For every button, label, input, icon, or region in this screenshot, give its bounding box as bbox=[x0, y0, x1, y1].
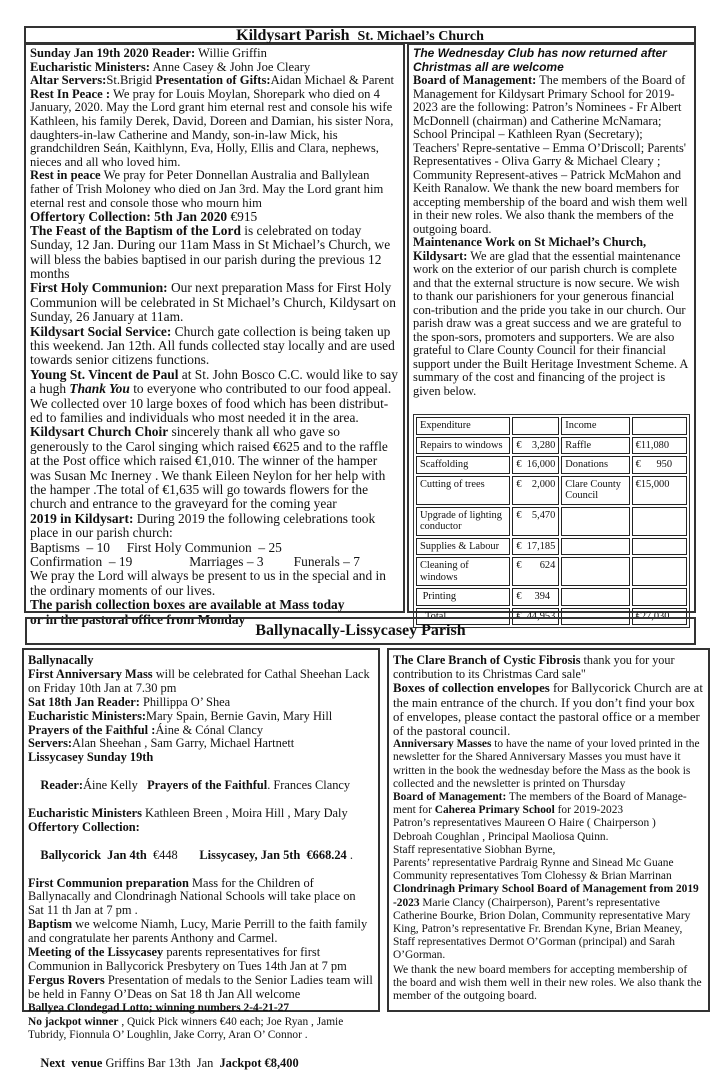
lotto-numbers: Ballyea Clondegad Lotto; winning numbers 2-4-21-27 bbox=[28, 1001, 290, 1014]
header-income: Income bbox=[561, 417, 629, 435]
income-item: Donations bbox=[561, 456, 629, 474]
rest-in-peace-1: Rest In Peace : We pray for Louis Moylan, Shorepark who died on 4 January, 2020. May the Lord grant him eternal rest and console his wife Kathleen, his family Derek, David, Doreen and Damian, his sister Nora, daughters-in-law Catherine and Mandy, son-in-law Mick, his grandchildren Seán, Kaithlynn, Eva, Holly, Ellis and Clara, nephews, nieces and all who loved him. bbox=[30, 86, 394, 169]
income-item bbox=[561, 588, 629, 606]
feast-baptism: The Feast of the Baptism of the Lord is celebrated on today Sunday, 12 Jan. During our 11am Mass in St Michael’s Church, we will bless the babies baptised in our parish during the previous 12 months bbox=[30, 222, 391, 281]
church-choir: Kildysart Church Choir sincerely thank all who gave so generously to the Carol singing which raised €625 and to the raffle at the Post office which raised €1,010. The winner of the hamper was Susan Mc Inerney . We thank Eileen Neylon for her help with the hamper .The total of €1,635 will go towards flowers for the church and entrance to the graveyard for the coming year bbox=[30, 424, 388, 512]
first-holy-communion: First Holy Communion: Our next preparation Mass for First Holy Communion will be celebrated in St Michael’s Church, Kildysart on Sunday, 26 January at 11am. bbox=[30, 280, 396, 325]
altar-servers: Altar Servers:St.Brigid Presentation of Gifts:Aidan Michael & Parent bbox=[30, 73, 395, 88]
vincent-de-paul: Young St. Vincent de Paul at St. John Bosco C.C. would like to say a hugh Thank You to everyone who contributed to our food appeal. We collected over 10 large boxes of food which has been distribut-ed to families and individuals who most needed it in the area. bbox=[30, 366, 398, 425]
table-row bbox=[416, 476, 687, 505]
header-expenditure: Expenditure bbox=[416, 417, 510, 435]
ballynacally-title: Ballynacally-Lissycasey Parish bbox=[255, 622, 466, 639]
ballynacally-left-column bbox=[22, 648, 380, 1071]
lissycasey-reader: Reader:Áine Kelly Prayers of the Faithful. Frances Clancy bbox=[40, 778, 351, 793]
board-of-management: Board of Management: The members of the Board of Management for Kildysart Primary School for 2019-2023 are the following: Patron’s Nominees - Fr Albert McDonnell (chairman) and Catherine McNamara; School Principal – Kathleen Ryan (Secretary); Teachers' Repre-sentative – Emma O’Driscoll; Parents' Representatives - Oliva Garry & Michael Cleary ; Community Represent-atives – Patrick McMahon and Keith Ranalow. We thank the new board members for accepting membership of the board and wish them well in their new roles. We also thank the members of the outgoing board. bbox=[413, 73, 688, 236]
collection-boxes-2: or in the pastoral office from Monday bbox=[30, 611, 246, 627]
expense-amount: € 2,000 bbox=[512, 476, 559, 505]
cystic-fibrosis: The Clare Branch of Cystic Fibrosis thank you for your contribution to its Christmas Card sale" bbox=[393, 653, 675, 681]
eucharistic-ministers: Eucharistic Ministers: Anne Casey & John Joe Cleary bbox=[30, 59, 311, 74]
caherea-patron: Patron’s representatives Maureen O Haire ( Chairperson ) bbox=[393, 817, 656, 830]
anniversary-masses: Anniversary Masses to have the name of your loved printed in the newsletter for the Shared Anniversary Masses you must have it written in the book the wednesday before the Mass as the book is collected and the newsletter is printed on Thursday bbox=[393, 738, 700, 790]
anniversary-mass: First Anniversary Mass will be celebrated for Cathal Sheehan Lack on Friday 10th Jan at 7.30 pm bbox=[28, 666, 370, 695]
income-item bbox=[561, 538, 629, 556]
caherea-staff: Staff representative Siobhan Byrne, bbox=[393, 843, 556, 856]
expense-item: Scaffolding bbox=[416, 456, 510, 474]
maintenance-work: Maintenance Work on St Michael’s Church, Kildysart: We are glad that the essential maintenance work on the exterior of our parish church is complete and that the external structure is now secure. We wish to thank our parishioners for your generous financial con-tribution and the pride you take in our church. Our parish draw was a great success and we are grateful to the spon-sors, promoters and supporters. We are also grateful to Clare County Council for their financial support under the Built Heritage Investment Scheme. A summary of the cost and financing of the project is given below. bbox=[413, 235, 688, 398]
sunday-reader: Sunday Jan 19th 2020 Reader: Willie Griffin bbox=[30, 46, 267, 60]
income-total: €27,030 bbox=[632, 608, 687, 626]
finance-table bbox=[413, 414, 690, 628]
sat-reader: Sat 18th Jan Reader: Phillippa O’ Shea bbox=[28, 694, 231, 709]
collection-boxes-1: The parish collection boxes are available at Mass today bbox=[30, 597, 345, 613]
income-amount bbox=[632, 588, 687, 606]
expense-item: Upgrade of lighting conductor bbox=[416, 507, 510, 536]
ballynacally-right-column bbox=[387, 648, 710, 1012]
expense-item: Cutting of trees bbox=[416, 476, 510, 505]
table-row bbox=[416, 557, 687, 586]
table-row bbox=[416, 507, 687, 536]
expense-item: Cleaning of windows bbox=[416, 557, 510, 586]
income-amount bbox=[632, 557, 687, 586]
income-amount bbox=[632, 507, 687, 536]
kildysart-title: Kildysart Parish bbox=[236, 27, 350, 44]
stats-line-2: Confirmation – 19 Marriages – 3 Funerals – 7 bbox=[30, 554, 360, 570]
expense-amount: € 3,280 bbox=[512, 437, 559, 455]
expense-item: Supplies & Labour bbox=[416, 538, 510, 556]
kildysart-subtitle: St. Michael’s Church bbox=[357, 29, 484, 44]
board-thanks: We thank the new board members for accepting membership of the board and wish them well in their new roles. We also thank the member of the outgoing board. bbox=[393, 962, 702, 1003]
income-amount: € 950 bbox=[632, 456, 687, 474]
income-amount: €15,000 bbox=[632, 476, 687, 505]
header-blank-2 bbox=[632, 417, 687, 435]
income-item: Clare County Council bbox=[561, 476, 629, 505]
ballynacally-header bbox=[25, 617, 696, 645]
caherea-board: Board of Management: The members of the Board of Manage-ment for Caherea Primary School for 2019-2023 bbox=[393, 791, 687, 817]
fergus-rovers: Fergus Rovers Presentation of medals to the Senior Ladies team will be held in Fanny O’Deas on Sat 18 th Jan All welcome bbox=[28, 972, 373, 1001]
lotto-winners: No jackpot winner , Quick Pick winners €40 each; Joe Ryan , Jamie Tubridy, Fionnula O’ Loughlin, Jake Corry, Aran O’ Connor . bbox=[28, 1015, 344, 1042]
kildysart-left-column bbox=[24, 43, 405, 627]
header-blank-1 bbox=[512, 417, 559, 435]
ballynacally-heading: Ballynacally bbox=[28, 653, 94, 667]
first-communion-preparation: First Communion preparation Mass for the Children of Ballynacally and Clondrinagh National Schools will take place on Sat 11 th Jan at 7 pm . bbox=[28, 875, 356, 918]
table-row bbox=[416, 588, 687, 606]
prayers-of-faithful: Prayers of the Faithful :Áine & Cónal Clancy bbox=[28, 722, 264, 737]
stats-line-1: Baptisms – 10 First Holy Communion – 25 bbox=[30, 539, 282, 555]
next-venue: Next venue Griffins Bar 13th Jan Jackpot €8,400 bbox=[40, 1056, 299, 1071]
total-label: Total bbox=[416, 608, 510, 626]
finance-table-header bbox=[416, 417, 687, 435]
social-service: Kildysart Social Service: Church gate collection is being taken up this weekend. Jan 12th. All funds collected stay locally and are used towards senior citizens functions. bbox=[30, 323, 395, 368]
expense-total: € 44,953 bbox=[512, 608, 559, 626]
expense-amount: € 394 bbox=[512, 588, 559, 606]
prayer-text: We pray the Lord will always be present to us in the special and in the ordinary moments of our lives. bbox=[30, 568, 386, 598]
table-row bbox=[416, 456, 687, 474]
table-row bbox=[416, 538, 687, 556]
expense-item: Printing bbox=[416, 588, 510, 606]
meeting-lissycasey: Meeting of the Lissycasey parents representatives for first Communion in Ballycorick Presbytery on Tues 14th Jan at 7 pm bbox=[28, 945, 347, 973]
caherea-principal: Debroah Coughlan , Principal Maoliosa Quinn. bbox=[393, 830, 609, 843]
servers: Servers:Alan Sheehan , Sam Garry, Michael Hartnett bbox=[28, 736, 295, 751]
table-row bbox=[416, 437, 687, 455]
income-amount bbox=[632, 538, 687, 556]
offertory-collection: Offertory Collection: 5th Jan 2020 €915 bbox=[30, 209, 258, 225]
expense-amount: € 624 bbox=[512, 557, 559, 586]
caherea-parents: Parents’ representative Pardraig Rynne and Sinead Mc Guane bbox=[393, 857, 674, 870]
expense-item: Repairs to windows bbox=[416, 437, 510, 455]
year-2019: 2019 in Kildysart: During 2019 the following celebrations took place in our parish church: bbox=[30, 510, 376, 541]
income-amount: €11,080 bbox=[632, 437, 687, 455]
income-item bbox=[561, 557, 629, 586]
lissycasey-eucharistic-ministers: Eucharistic Ministers Kathleen Breen , Moira Hill , Mary Daly bbox=[28, 805, 348, 820]
expense-amount: € 16,000 bbox=[512, 456, 559, 474]
caherea-community: Community representatives Tom Clohessy & Brian Marrinan bbox=[393, 870, 672, 883]
income-item: Raffle bbox=[561, 437, 629, 455]
lissycasey-heading: Lissycasey Sunday 19th bbox=[28, 750, 154, 765]
rest-in-peace-2: Rest in peace We pray for Peter Donnellan Australia and Ballylean father of Trish Moloney who died on Jan 3rd. May the Lord grant him eternal rest and console those who mourn him bbox=[30, 168, 384, 210]
offertory-heading: Offertory Collection: bbox=[28, 819, 140, 834]
kildysart-header bbox=[24, 26, 696, 44]
ballynacally-eucharistic-ministers: Eucharistic Ministers:Mary Spain, Bernie Gavin, Mary Hill bbox=[28, 708, 333, 723]
collection-envelopes: Boxes of collection envelopes for Ballycorick Church are at the main entrance of the church. If you don’t find your box of envelopes, please contact the pastoral office or a member of the pastoral council. bbox=[393, 681, 703, 739]
wednesday-club: The Wednesday Club has now returned after Christmas all are welcome bbox=[413, 46, 667, 74]
income-item bbox=[561, 507, 629, 536]
expense-amount: € 17,185 bbox=[512, 538, 559, 556]
clondrinagh-board: Clondrinagh Primary School Board of Management from 2019 -2023 Marie Clancy (Chairperson), Parent’s representative Catherine Bourke, Brion Dolan, Community representative Mary King, Patron’s representative Fr. Brendan Kyne, Brian Meaney, Staff representatives Dermot O’Gorman (principal) and Sarah O’Gorman. bbox=[393, 883, 699, 962]
offertory-values: Ballycorick Jan 4th €448 Lissycasey, Jan 5th €668.24 . bbox=[40, 847, 353, 862]
finance-table-wrapper bbox=[413, 414, 690, 628]
kildysart-right-column bbox=[407, 43, 696, 622]
expense-amount: € 5,470 bbox=[512, 507, 559, 536]
baptism: Baptism we welcome Niamh, Lucy, Marie Perrill to the faith family and congratulate her parents Anthony and Carmel. bbox=[28, 917, 368, 946]
